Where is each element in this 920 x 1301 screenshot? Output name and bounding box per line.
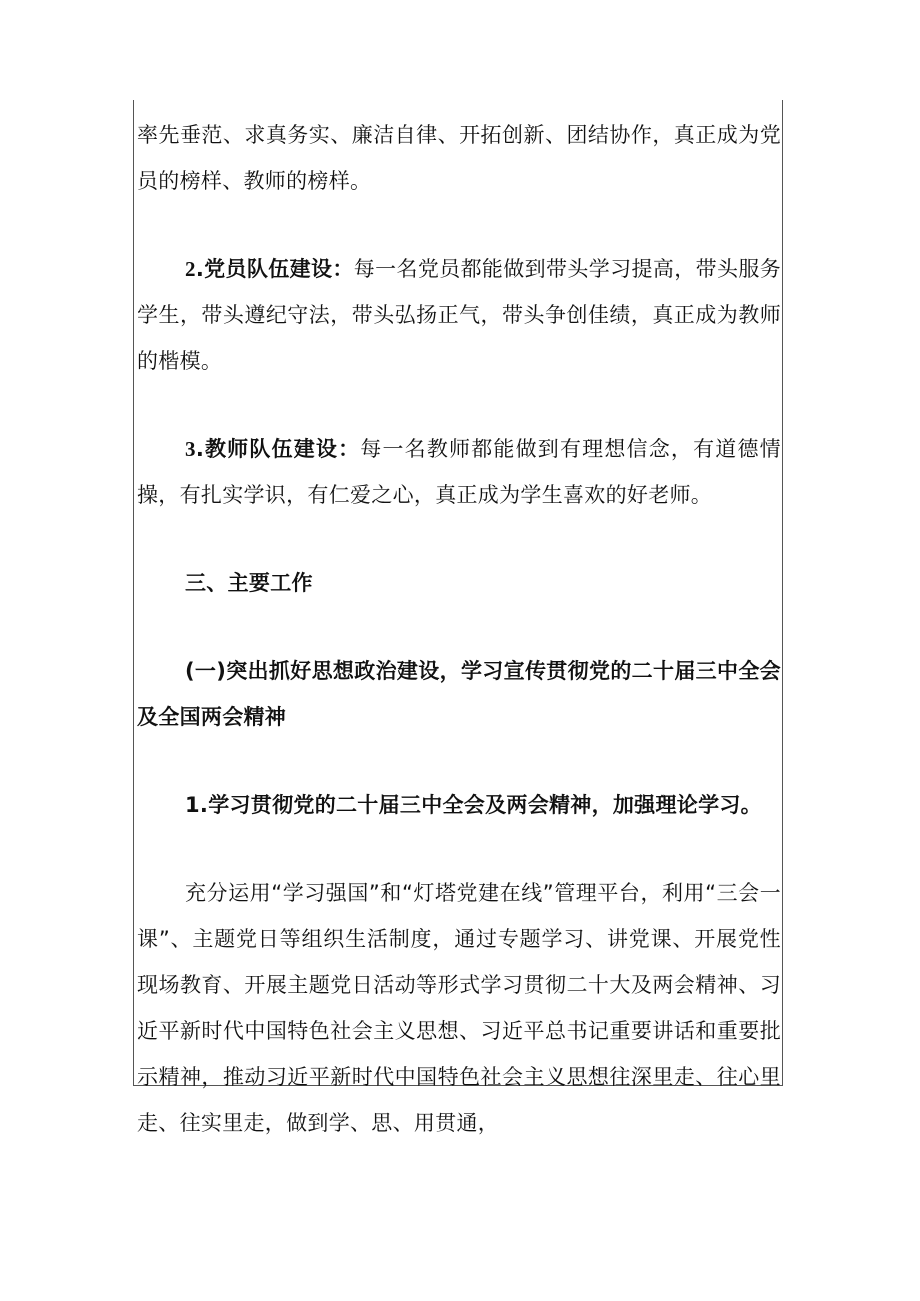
item-number: 2 [185,257,196,281]
item-text: 每一名教师都能做到有理想信念，有道德情操，有扎实学识，有仁爱之心，真正成为学生喜欢的好老师。 [137,437,781,507]
document-body [137,112,781,1146]
item-party-member-team [137,246,781,384]
item-text: 每一名党员都能做到带头学习提高，带头服务学生，带头遵纪守法，带头弘扬正气，带头争创佳绩，真正成为教师的楷模。 [137,257,781,373]
subheading-ideological-building: (一)突出抓好思想政治建设，学习宣传贯彻党的二十届三中全会及全国两会精神 [137,659,781,729]
subheading-theory-study: 1.学习贯彻党的二十届三中全会及两会精神，加强理论学习。 [185,793,762,817]
item-title: .党员队伍建设： [195,257,354,281]
item-number: 3 [185,437,196,461]
paragraph-study-methods: 充分运用“学习强国”和“灯塔党建在线”管理平台，利用“三会一课”、主题党日等组织生活制度，通过专题学习、讲党课、开展党性现场教育、开展主题党日活动等形式学习贯彻二十大及两会精神、习近平新时代中国特色社会主义思想、习近平总书记重要讲话和重要批示精神，推动习近平新时代中国特色社会主义思想往深里走、往心里走、往实里走，做到学、思、用贯通， [137,881,781,1135]
item-teacher-team [137,426,781,518]
section-heading: 三、主要工作 [185,571,313,595]
item-title: .教师队伍建设： [195,437,361,461]
paragraph-goals-continued: 率先垂范、求真务实、廉洁自律、开拓创新、团结协作，真正成为党员的榜样、教师的榜样。 [137,123,781,193]
